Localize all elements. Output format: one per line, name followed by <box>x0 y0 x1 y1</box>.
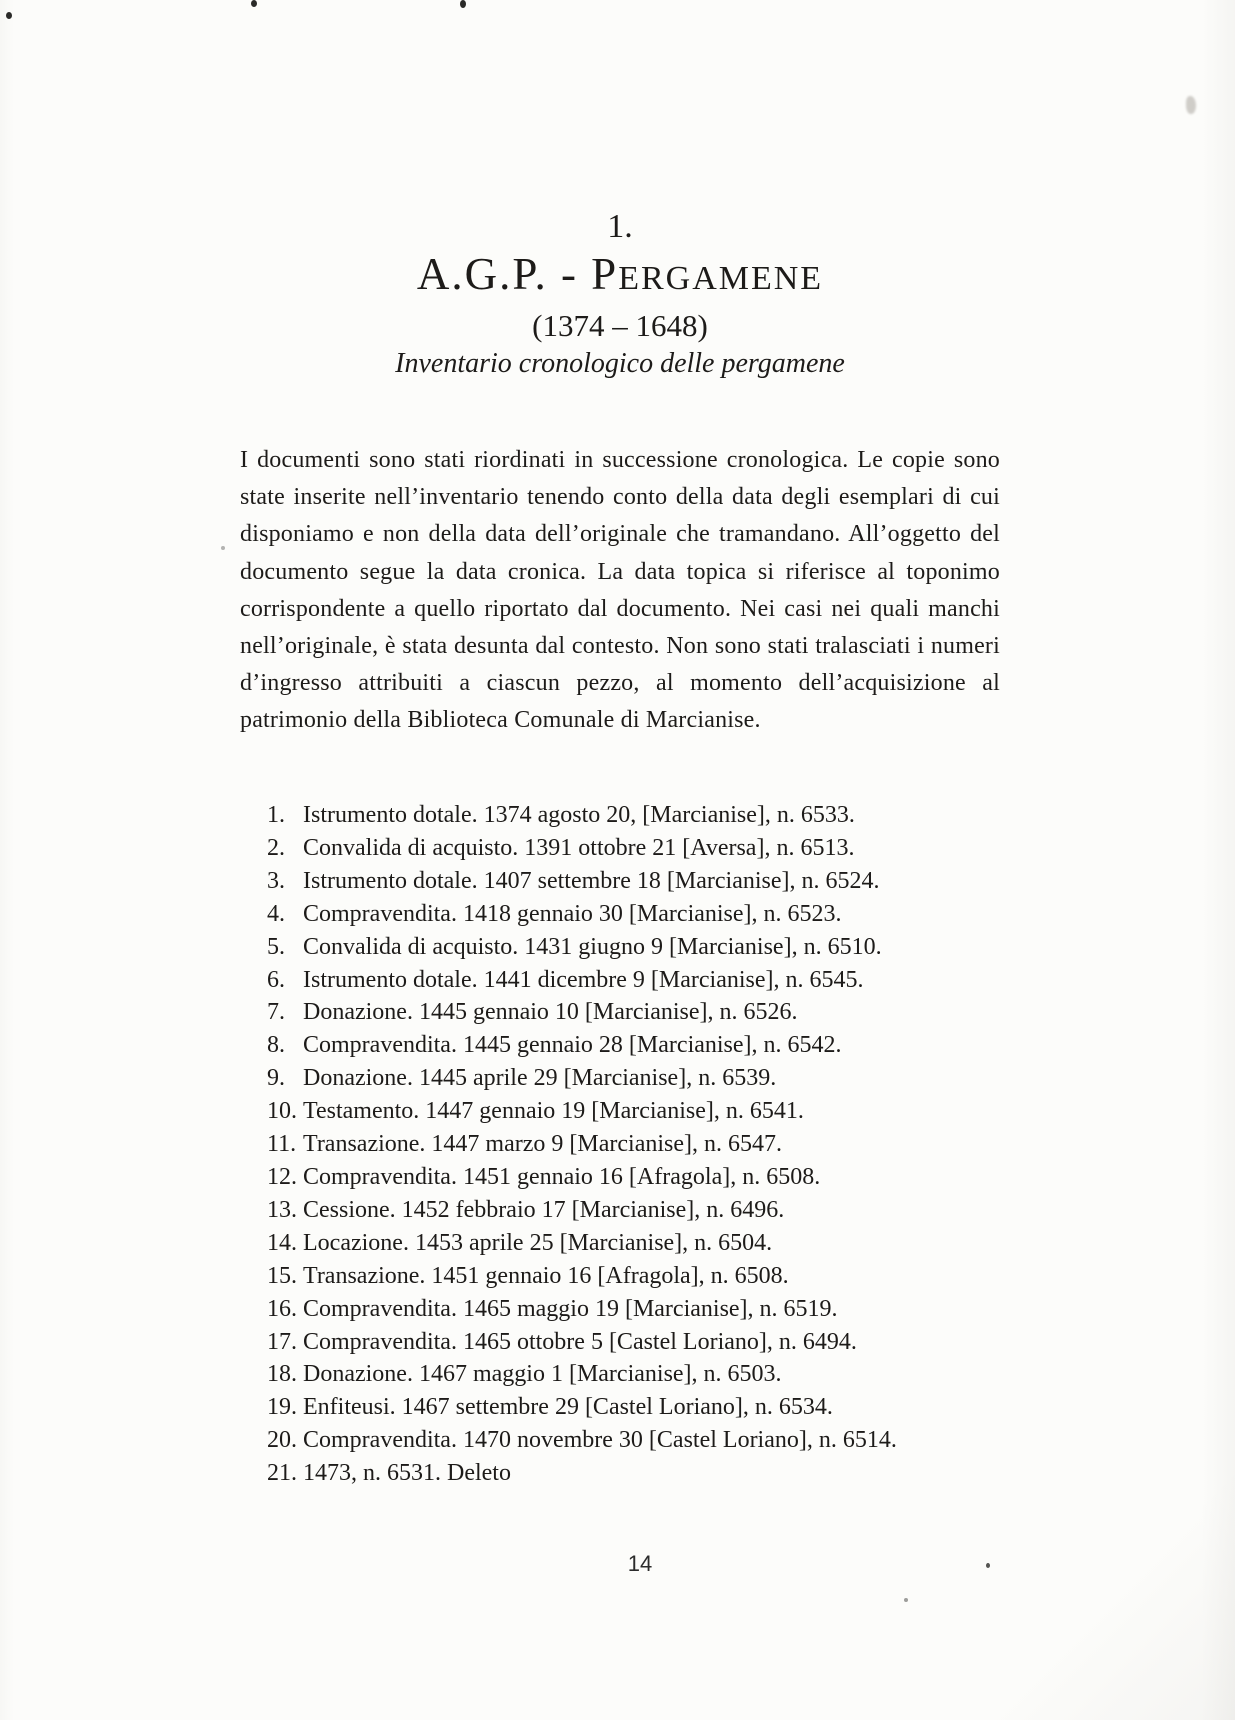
item-number: 15. <box>267 1262 297 1289</box>
inventory-list-item <box>267 1424 1012 1457</box>
inventory-list-item <box>267 1029 1012 1062</box>
item-text: Compravendita. 1445 gennaio 28 [Marcianise], n. 6542. <box>303 1032 842 1059</box>
item-number: 2. <box>267 834 285 861</box>
item-text: Testamento. 1447 gennaio 19 [Marcianise], n. 6541. <box>303 1098 804 1125</box>
title-main: A.G.P. - P <box>416 249 619 299</box>
item-number: 9. <box>267 1065 285 1092</box>
item-number: 13. <box>267 1196 297 1223</box>
title-smallcaps: ERGAMENE <box>618 260 824 297</box>
inventory-list-item <box>267 1161 1012 1194</box>
item-text: Compravendita. 1451 gennaio 16 [Afragola], n. 6508. <box>303 1163 821 1190</box>
item-text: Locazione. 1453 aprile 25 [Marcianise], n. 6504. <box>303 1229 773 1256</box>
item-number: 11. <box>267 1131 297 1158</box>
item-text: Donazione. 1445 gennaio 10 [Marcianise], n. 6526. <box>303 999 798 1026</box>
scan-speck <box>6 12 12 19</box>
item-number: 4. <box>267 900 285 927</box>
item-number: 3. <box>267 867 285 894</box>
scan-speck <box>221 546 225 550</box>
section-number: 1. <box>607 208 633 245</box>
item-text: Compravendita. 1470 novembre 30 [Castel Loriano], n. 6514. <box>303 1427 897 1454</box>
item-number: 5. <box>267 933 285 960</box>
item-text: Compravendita. 1418 gennaio 30 [Marcianise], n. 6523. <box>303 900 842 927</box>
scan-speck <box>904 1598 908 1602</box>
inventory-list-item <box>267 1457 1012 1490</box>
inventory-list-item <box>267 799 1012 832</box>
item-text: 1473, n. 6531. Deleto <box>303 1460 511 1487</box>
inventory-list <box>267 799 1012 1490</box>
item-number: 6. <box>267 966 285 993</box>
item-number: 21. <box>267 1460 297 1487</box>
item-text: Enfiteusi. 1467 settembre 29 [Castel Loriano], n. 6534. <box>303 1394 833 1421</box>
date-range: (1374 – 1648) <box>532 308 708 343</box>
inventory-list-item <box>267 1128 1012 1161</box>
item-number: 8. <box>267 1032 285 1059</box>
scan-speck <box>460 0 466 8</box>
inventory-list-item <box>267 996 1012 1029</box>
item-text: Istrumento dotale. 1407 settembre 18 [Marcianise], n. 6524. <box>303 867 880 894</box>
item-number: 1. <box>267 802 285 828</box>
item-number: 14. <box>267 1229 297 1256</box>
item-number: 19. <box>267 1394 297 1421</box>
item-text: Istrumento dotale. 1441 dicembre 9 [Marcianise], n. 6545. <box>303 966 864 993</box>
page-number: 14 <box>627 1551 653 1576</box>
item-number: 17. <box>267 1328 297 1355</box>
inventory-list-item <box>267 1326 1012 1359</box>
item-text: Convalida di acquisto. 1431 giugno 9 [Marcianise], n. 6510. <box>303 933 882 960</box>
item-text: Istrumento dotale. 1374 agosto 20, [Marcianise], n. 6533. <box>303 802 855 828</box>
document-header <box>240 206 1000 381</box>
inventory-list-item <box>267 964 1012 997</box>
inventory-list-item <box>267 1391 1012 1424</box>
scan-speck <box>251 0 257 7</box>
item-number: 12. <box>267 1163 297 1190</box>
intro-paragraph: I documenti sono stati riordinati in successione cronologica. Le copie sono state inserite nell’inventario tenendo conto della data degli esemplari di cui disponiamo e non della data dell’originale che tramandano. All’oggetto del documento segue la data cronica. La data topica si riferisce al toponimo corrispondente a quello riportato dal documento. Nei casi nei quali manchi nell’originale, è stata desunta dal contesto. Non sono stati tralasciati i numeri d’ingresso attribuiti a ciascun pezzo, al momento dell’acquisizione al patrimonio della Biblioteca Comunale di Marcianise. <box>240 447 1000 734</box>
document-title <box>240 248 1000 305</box>
subtitle: Inventario cronologico delle pergamene <box>395 348 845 379</box>
inventory-list-item <box>267 832 1012 865</box>
item-number: 18. <box>267 1361 297 1388</box>
inventory-list-item <box>267 1095 1012 1128</box>
inventory-list-item <box>267 931 1012 964</box>
item-text: Compravendita. 1465 maggio 19 [Marcianise], n. 6519. <box>303 1295 838 1322</box>
scan-smudge <box>1186 96 1196 114</box>
inventory-list-item <box>267 1358 1012 1391</box>
inventory-list-item <box>267 1260 1012 1293</box>
item-text: Compravendita. 1465 ottobre 5 [Castel Loriano], n. 6494. <box>303 1328 857 1355</box>
item-text: Convalida di acquisto. 1391 ottobre 21 [Aversa], n. 6513. <box>303 834 855 861</box>
item-text: Transazione. 1447 marzo 9 [Marcianise], n. 6547. <box>303 1131 782 1158</box>
inventory-list-item <box>267 1194 1012 1227</box>
inventory-list-item <box>267 1293 1012 1326</box>
inventory-list-item <box>267 865 1012 898</box>
item-number: 10. <box>267 1098 297 1125</box>
item-number: 16. <box>267 1295 297 1322</box>
inventory-list-item <box>267 898 1012 931</box>
inventory-list-item <box>267 1227 1012 1260</box>
item-text: Donazione. 1445 aprile 29 [Marcianise], n. 6539. <box>303 1065 777 1092</box>
inventory-list-item <box>267 1062 1012 1095</box>
item-text: Cessione. 1452 febbraio 17 [Marcianise], n. 6496. <box>303 1196 785 1223</box>
item-text: Donazione. 1467 maggio 1 [Marcianise], n. 6503. <box>303 1361 782 1388</box>
item-text: Transazione. 1451 gennaio 16 [Afragola], n. 6508. <box>303 1262 789 1289</box>
item-number: 7. <box>267 999 285 1026</box>
item-number: 20. <box>267 1427 297 1454</box>
